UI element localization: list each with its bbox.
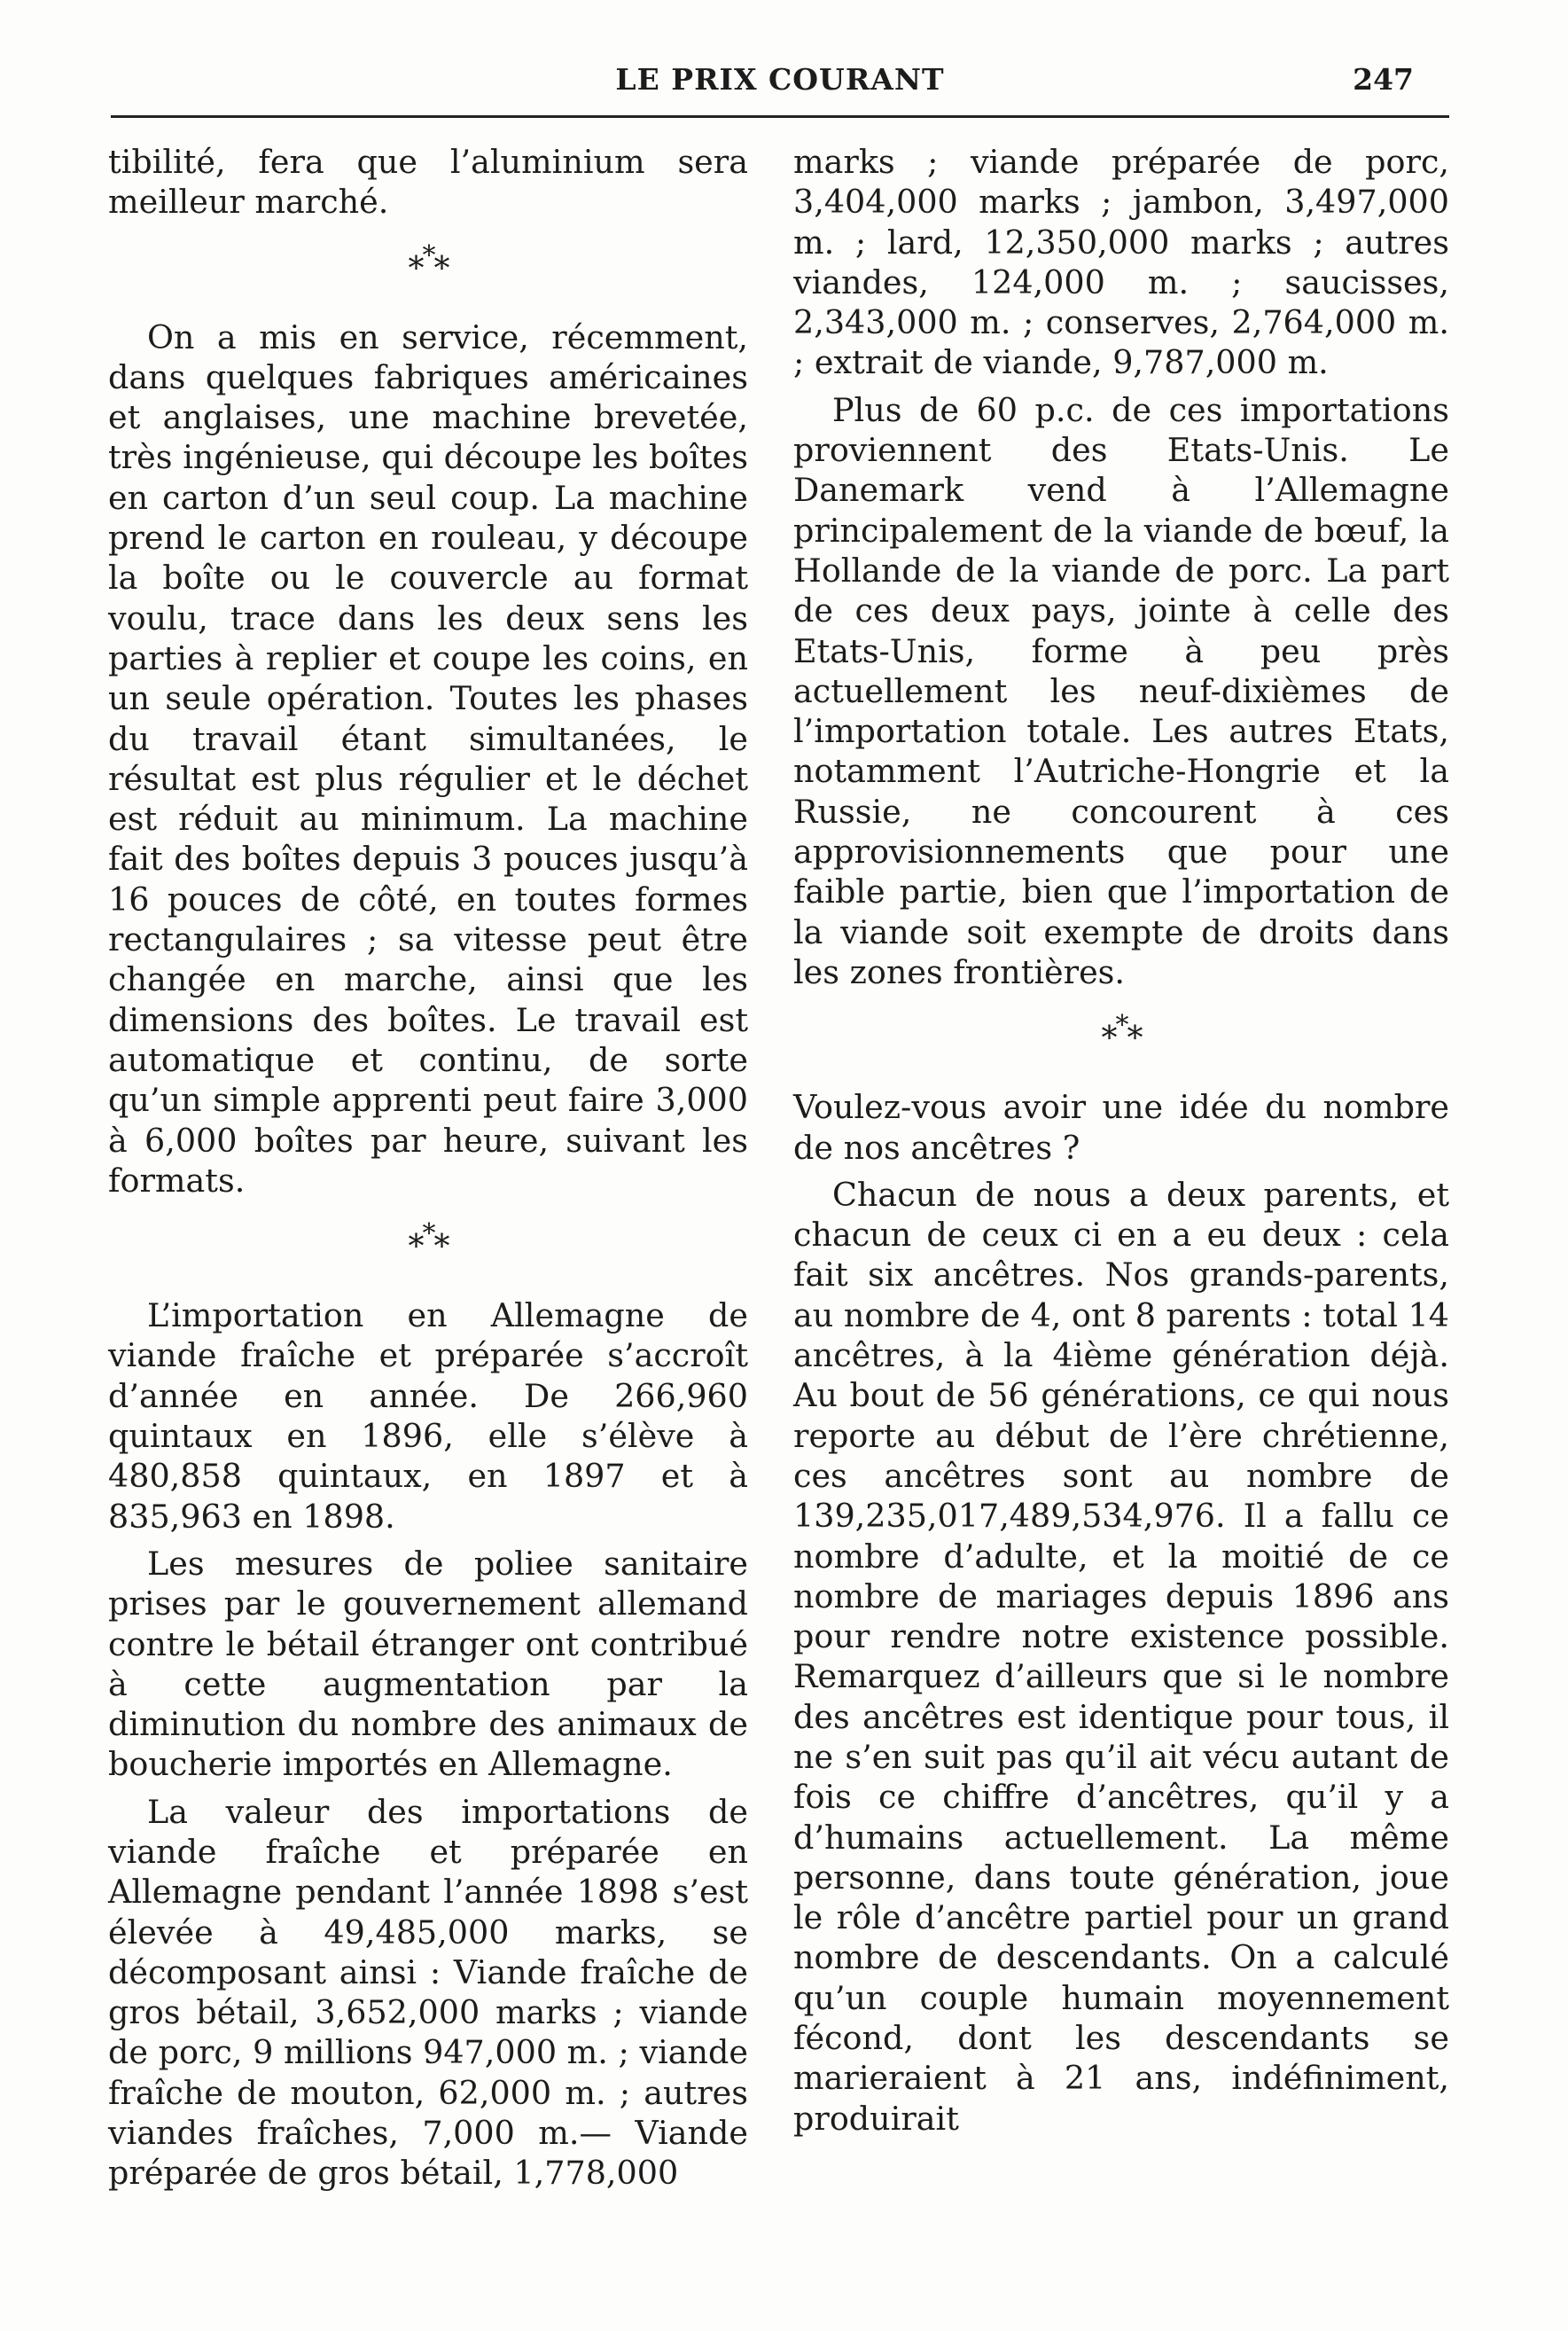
page-number: 247 — [1353, 62, 1414, 97]
paragraph: Les mesures de poliee sanitaire prises par le gouvernement allemand contre le bétail étranger ont contribué à cette augmentation par la diminution du nombre des animaux de boucherie importés en Allemagne. — [108, 1544, 748, 1784]
running-head — [111, 55, 1449, 108]
section-separator: *** — [408, 1218, 449, 1266]
paragraph: On a mis en service, récemment, dans quelques fabriques américaines et anglaises, une machine brevetée, très ingénieuse, qui découpe les boîtes en carton d’un seul coup. La machine prend le carton en rouleau, y découpe la boîte ou le couvercle au format voulu, trace dans les deux sens les parties à replier et coupe les coins, en un seule opération. Toutes les phases du travail étant simultanées, le résultat est plus régulier et le déchet est réduit au minimum. La machine fait des boîtes depuis 3 pouces jusqu’à 16 pouces de côté, en toutes formes rectangulaires ; sa vitesse peut être changée en marche, ainsi que les dimensions des boîtes. Le travail est automatique et continu, de sorte qu’un simple apprenti peut faire 3,000 à 6,000 boîtes par heure, suivant les formats. — [108, 317, 748, 1200]
paragraph: L’importation en Allemagne de viande fraîche et préparée s’accroît d’année en année. De 266,960 quintaux en 1896, elle s’élève à 480,858 quintaux, en 1897 et à 835,963 en 1898. — [108, 1296, 748, 1536]
header-rule — [111, 115, 1449, 118]
paragraph: tibilité, fera que l’aluminium sera meilleur marché. — [108, 143, 748, 222]
paragraph: Chacun de nous a deux parents, et chacun de ceux ci en a eu deux : cela fait six ancêtres. Nos grands-parents, au nombre de 4, ont 8 parents : total 14 ancêtres, à la 4ième génération déjà. Au bout de 56 générations, ce qui nous reporte au début de l’ère chrétienne, ces ancêtres sont au nombre de 139,235,017,489,534,976. Il a fallu ce nombre d’adulte, et la moitié de ce nombre de mariages depuis 1896 ans pour rendre notre existence possible. Remarquez d’ailleurs que si le nombre des ancêtres est identique pour tous, il ne s’en suit pas qu’il ait vécu autant de fois ce chiffre d’ancêtres, qu’il y a d’humains actuellement. La même personne, dans toute génération, joue le rôle d’ancêtre partiel pour un grand nombre de descendants. On a calculé qu’un couple humain moyennement fécond, dont les descendants se marieraient à 21 ans, indéfiniment, produirait — [793, 1175, 1449, 2138]
journal-title: LE PRIX COURANT — [615, 62, 945, 97]
paragraph: Voulez-vous avoir une idée du nombre de nos ancêtres ? — [793, 1088, 1449, 1167]
paragraph: Plus de 60 p.c. de ces importations proviennent des Etats-Unis. Le Danemark vend à l’Allemagne principalement de la viande de bœuf, la Hollande de la viande de porc. La part de ces deux pays, jointe à celle des Etats-Unis, forme à peu près actuellement les neuf-dixièmes de l’importation totale. Les autres Etats, notamment l’Autriche-Hongrie et la Russie, ne concourent à ces approvisionnements que pour une faible partie, bien que l’importation de la viande soit exempte de droits dans les zones frontières. — [793, 390, 1449, 991]
paragraph: La valeur des importations de viande fraîche et préparée en Allemagne pendant l’année 1898 s’est élevée à 49,485,000 marks, se décomposant ainsi : Viande fraîche de gros bétail, 3,652,000 marks ; viande de porc, 9 millions 947,000 m. ; viande fraîche de mouton, 62,000 m. ; autres viandes fraîches, 7,000 m.— Viande préparée de gros bétail, 1,778,000 — [108, 1792, 748, 2193]
left-column — [108, 142, 748, 2201]
paragraph: marks ; viande préparée de porc, 3,404,000 marks ; jambon, 3,497,000 m. ; lard, 12,350,000 marks ; autres viandes, 124,000 m. ; saucisses, 2,343,000 m. ; conserves, 2,764,000 m. ; extrait de viande, 9,787,000 m. — [793, 143, 1449, 382]
right-column — [793, 142, 1449, 2146]
section-separator: *** — [1101, 1010, 1142, 1058]
section-separator: *** — [408, 239, 449, 287]
